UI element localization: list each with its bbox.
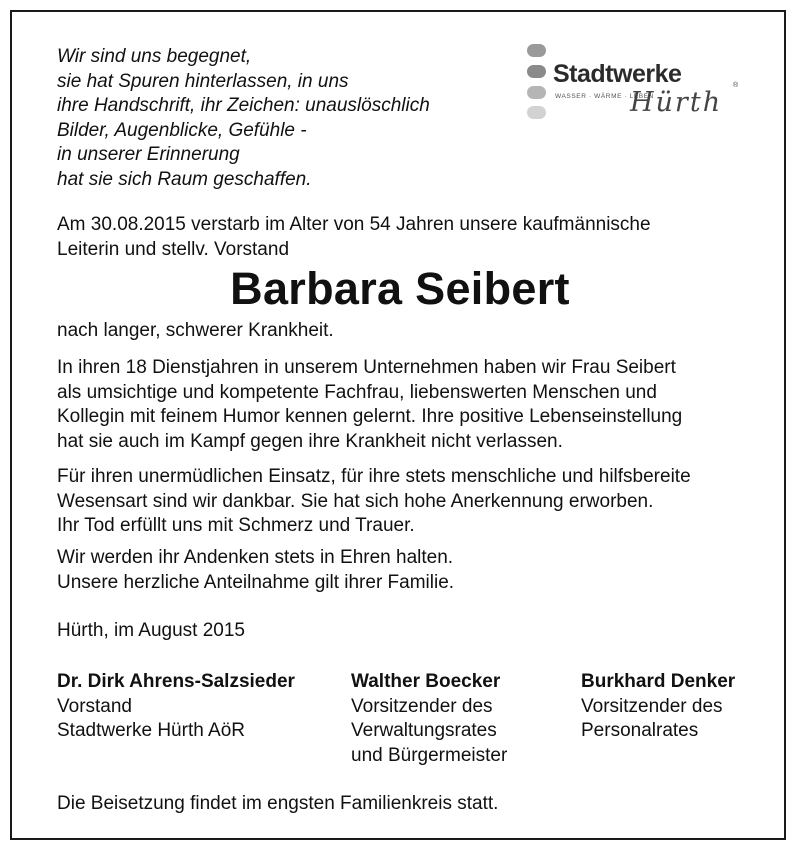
- text-line: Die Beisetzung findet im engsten Familienkreis statt.: [57, 793, 499, 814]
- signatory-name: Dr. Dirk Ahrens-Salzsieder: [57, 671, 295, 692]
- text-line: hat sie auch im Kampf gegen ihre Krankheit nicht verlassen.: [57, 430, 563, 452]
- poem-line: hat sie sich Raum geschaffen.: [57, 168, 312, 190]
- logo-dot: [527, 86, 546, 99]
- logo-tagline: WASSER · WÄRME · LEBEN: [555, 93, 654, 100]
- deceased-name: Barbara Seibert: [230, 263, 570, 314]
- text-line: Leiterin und stellv. Vorstand: [57, 238, 290, 260]
- text-line: Für ihren unermüdlichen Einsatz, für ihre stets menschliche und hilfsbereite: [57, 466, 691, 487]
- logo-brand-text: Stadtwerke: [553, 60, 682, 88]
- text-line: Wesensart sind wir dankbar. Sie hat sich hohe Anerkennung erworben.: [57, 490, 654, 512]
- logo-dot: [527, 44, 546, 57]
- signatory-name: Burkhard Denker: [581, 671, 736, 692]
- tribute-paragraph-1: [57, 356, 682, 454]
- text-line: Am 30.08.2015 verstarb im Alter von 54 Jahren unsere kaufmännische: [57, 214, 651, 235]
- text-line: Ihr Tod erfüllt uns mit Schmerz und Trauer.: [57, 515, 415, 536]
- poem-line: Wir sind uns begegnet,: [57, 46, 252, 67]
- company-logo: [527, 44, 747, 124]
- signatory-role: Verwaltungsrates: [351, 720, 497, 741]
- text-line: Unsere herzliche Anteilnahme gilt ihrer Familie.: [57, 571, 455, 593]
- text-line: In ihren 18 Dienstjahren in unserem Unternehmen haben wir Frau Seibert: [57, 357, 676, 378]
- intro-paragraph: [57, 213, 651, 262]
- closing-note: [57, 792, 498, 817]
- registered-mark: ®: [733, 82, 739, 89]
- logo-dots-icon: [527, 44, 547, 124]
- tribute-paragraph-3: [57, 546, 454, 595]
- logo-dot: [527, 65, 546, 78]
- text-line: Hürth, im August 2015: [57, 620, 245, 641]
- signatory-role: und Bürgermeister: [351, 744, 508, 766]
- place-date: [57, 619, 245, 644]
- signatory-role: Personalrates: [581, 720, 699, 741]
- text-line: als umsichtige und kompetente Fachfrau, liebenswerten Menschen und: [57, 381, 657, 403]
- logo-dot: [527, 106, 546, 119]
- signatory-role: Vorsitzender des: [351, 695, 493, 717]
- signatory-role: Vorsitzender des: [581, 695, 723, 717]
- signatory-role: Stadtwerke Hürth AöR: [57, 720, 245, 741]
- text-line: nach langer, schwerer Krankheit.: [57, 320, 334, 341]
- signatory-1: [57, 670, 295, 744]
- signatory-name: Walther Boecker: [351, 671, 501, 692]
- poem-line: ihre Handschrift, ihr Zeichen: unauslöschlich: [57, 95, 430, 116]
- poem-line: sie hat Spuren hinterlassen, in uns: [57, 70, 349, 92]
- tribute-paragraph-2: [57, 465, 691, 539]
- illness-line: [57, 319, 334, 344]
- signatory-3: [581, 670, 735, 744]
- text-line: Kollegin mit feinem Humor kennen gelernt. Ihre positive Lebenseinstellung: [57, 406, 683, 427]
- signatory-2: [351, 670, 507, 768]
- memorial-poem: [57, 45, 430, 192]
- text-line: Wir werden ihr Andenken stets in Ehren halten.: [57, 547, 454, 568]
- signatory-role: Vorstand: [57, 695, 132, 717]
- logo-city-text: Hürth: [630, 87, 723, 118]
- poem-line: Bilder, Augenblicke, Gefühle -: [57, 119, 307, 141]
- poem-line: in unserer Erinnerung: [57, 144, 240, 165]
